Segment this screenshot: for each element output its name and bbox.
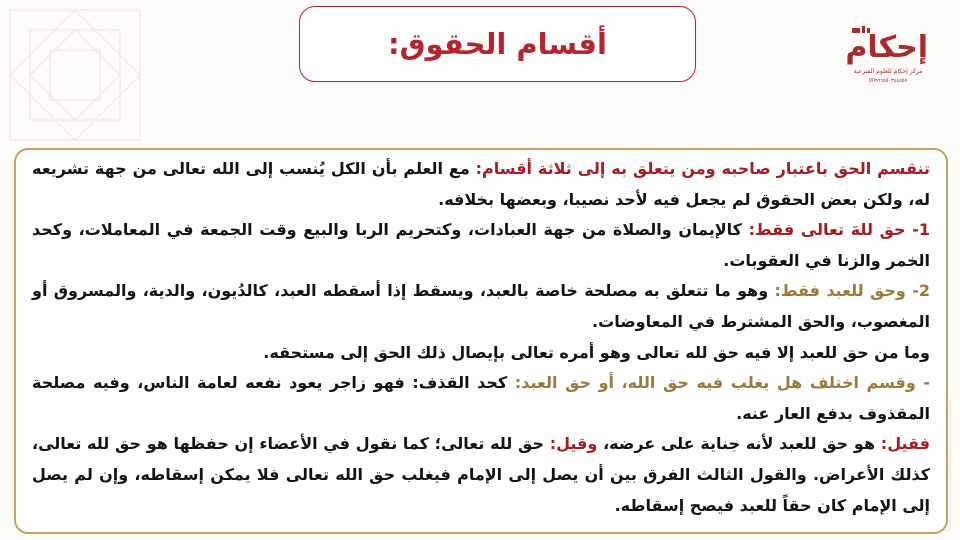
paragraph-note bbox=[32, 338, 930, 369]
opinion-one-lead: فقيل: bbox=[880, 434, 930, 454]
logo-name: إحكام bbox=[845, 30, 928, 65]
right-of-servant-lead: 2- وحق للعبد فقط: bbox=[774, 281, 930, 301]
intro-lead: تنقسم الحق باعتبار صاحبه ومن يتعلق به إلى ثلاثة أقسام: bbox=[475, 159, 931, 178]
right-of-servant-text: وهو ما تتعلق به مصلحة خاصة بالعبد، ويسقط إذا أسقطه العبد، كالدُيون، والدية، والمسروق أو المغصوب، والحق المشترط في المعاوضات. bbox=[32, 281, 930, 331]
disputed-text: كحد القذف: فهو زاجر يعود نفعه لعامة الناس، وفيه مصلحة المقذوف بدفع العار عنه. bbox=[32, 373, 930, 423]
paragraph-right-of-servant bbox=[32, 276, 930, 337]
note-text: وما من حق للعبد إلا فيه حق لله تعالى وهو أمره تعالى بإيصال ذلك الحق إلى مستحقه. bbox=[263, 342, 930, 362]
content-text bbox=[16, 150, 946, 521]
right-of-god-text: كالإيمان والصلاة من جهة العبادات، وكتحريم الربا والبيع وقت الجمعة في المعاملات، وكحد الخمر والزنا في العقوبات. bbox=[32, 220, 930, 270]
slide-title: أقسام الحقوق: bbox=[388, 27, 607, 61]
disputed-lead: - وقسم اختلف هل يغلب فيه حق الله، أو حق العبد: bbox=[514, 373, 930, 393]
logo bbox=[845, 24, 928, 96]
slide-title-box bbox=[299, 6, 696, 82]
paragraph-intro bbox=[32, 154, 930, 215]
opinion-two-lead: وقيل: bbox=[549, 434, 598, 454]
paragraph-disputed bbox=[32, 368, 930, 429]
opinion-one-text: هو حق للعبد لأنه جناية على عرضه، bbox=[597, 434, 881, 454]
paragraph-opinions bbox=[32, 429, 930, 521]
intro-text: مع العلم بأن الكل يُنسب إلى الله تعالى من جهة تشريعه له، ولكن بعض الحقوق لم يجعل فيه لأحد نصيبا، وبعضها بخلافه. bbox=[32, 159, 930, 209]
paragraph-right-of-god bbox=[32, 215, 930, 276]
logo-subtitle: مركز إحكام للعلوم الشرعية bbox=[853, 68, 923, 75]
right-of-god-lead: 1- حق للهَ تعالى فقط: bbox=[748, 220, 930, 240]
content-box bbox=[14, 148, 948, 534]
logo-code: 00٩٦٦٥٥٠٣٤٤٥٥٧ bbox=[868, 78, 908, 84]
opinion-two-text: حق لله تعالى؛ كما نقول في الأعضاء إن حفظها هو حق لله تعالى، كذلك الأعراض. والقول الثالث الفرق بين أن يصل إلى الإمام فيغلب حق الله تعالى فلا يمكن إسقاطه، وإن لم يصل إلى الإمام كان حقاً للعبد فيصح إسقاطه. bbox=[32, 434, 930, 515]
